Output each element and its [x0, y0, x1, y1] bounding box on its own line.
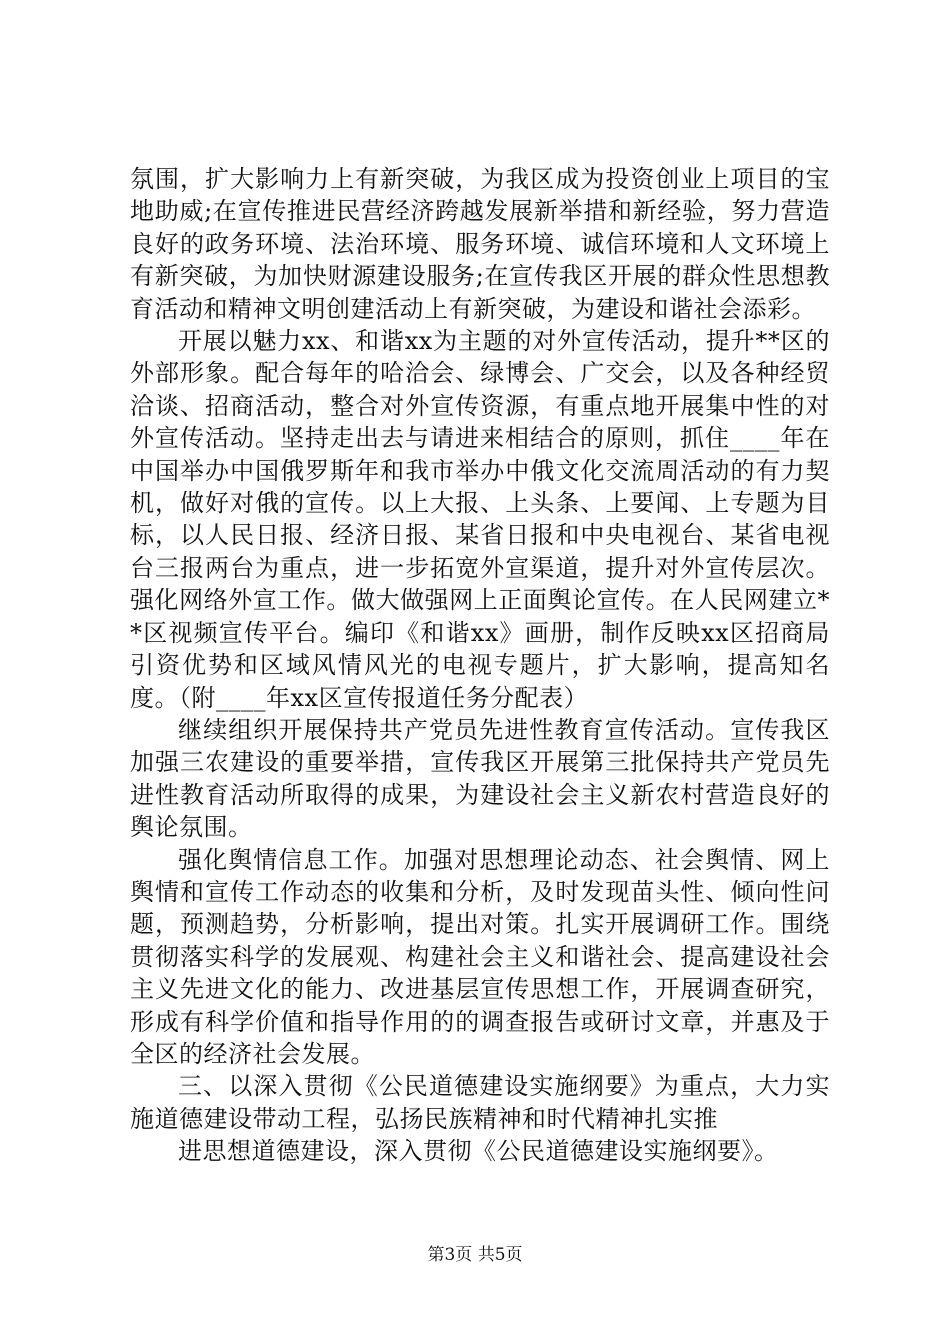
paragraph-moral-construction: 进思想道德建设，深入贯彻《公民道德建设实施纲要》。	[178, 1137, 779, 1166]
paragraph-party-education: 继续组织开展保持共产党员先进性教育宣传活动。宣传我区加强三农建设的重要举措，宣传我区开展第三批保持共产党员先进性教育活动所取得的成果，为建设社会主义新农村营造良好的舆论氛围。	[130, 715, 830, 842]
paragraph-public-opinion: 强化舆情信息工作。加强对思想理论动态、社会舆情、网上舆情和宣传工作动态的收集和分析，及时发现苗头性、倾向性问题，预测趋势，分析影响，提出对策。扎实开展调研工作。围绕贯彻落实科学的发展观、构建社会主义和谐社会、提高建设社会主义先进文化的能力、改进基层宣传思想工作，开展调查研究，形成有科学价值和指导作用的的调查报告或研讨文章，并惠及于全区的经济社会发展。	[130, 845, 830, 1068]
section-heading-three: 三、以深入贯彻《公民道德建设实施纲要》为重点，大力实施道德建设带动工程，弘扬民族精神和时代精神扎实推	[130, 1072, 830, 1133]
document-body	[130, 163, 830, 1168]
paragraph-continuation: 氛围，扩大影响力上有新突破，为我区成为投资创业上项目的宝地助威;在宣传推进民营经济跨越发展新举措和新经验，努力营造良好的政务环境、法治环境、服务环境、诚信环境和人文环境上有新突破，为加快财源建设服务;在宣传我区开展的群众性思想教育活动和精神文明创建活动上有新突破，为建设和谐社会添彩。	[130, 165, 830, 323]
paragraph-external-publicity: 开展以魅力xx、和谐xx为主题的对外宣传活动，提升**区的外部形象。配合每年的哈洽会、绿博会、广交会，以及各种经贸洽谈、招商活动，整合对外宣传资源，有重点地开展集中性的对外宣传活动。坚持走出去与请进来相结合的原则，抓住____年在中国举办中国俄罗斯年和我市举办中俄文化交流周活动的有力契机，做好对俄的宣传。以上大报、上头条、上要闻、上专题为目标，以人民日报、经济日报、某省日报和中央电视台、某省电视台三报两台为重点，进一步拓宽外宣渠道，提升对外宣传层次。强化网络外宣工作。做大做强网上正面舆论宣传。在人民网建立**区视频宣传平台。编印《和谐xx》画册，制作反映xx区招商局引资优势和区域风情风光的电视专题片，扩大影响，提高知名度。（附____年xx区宣传报道任务分配表）	[130, 327, 830, 712]
page-number: 第3页 共5页	[427, 1245, 523, 1265]
